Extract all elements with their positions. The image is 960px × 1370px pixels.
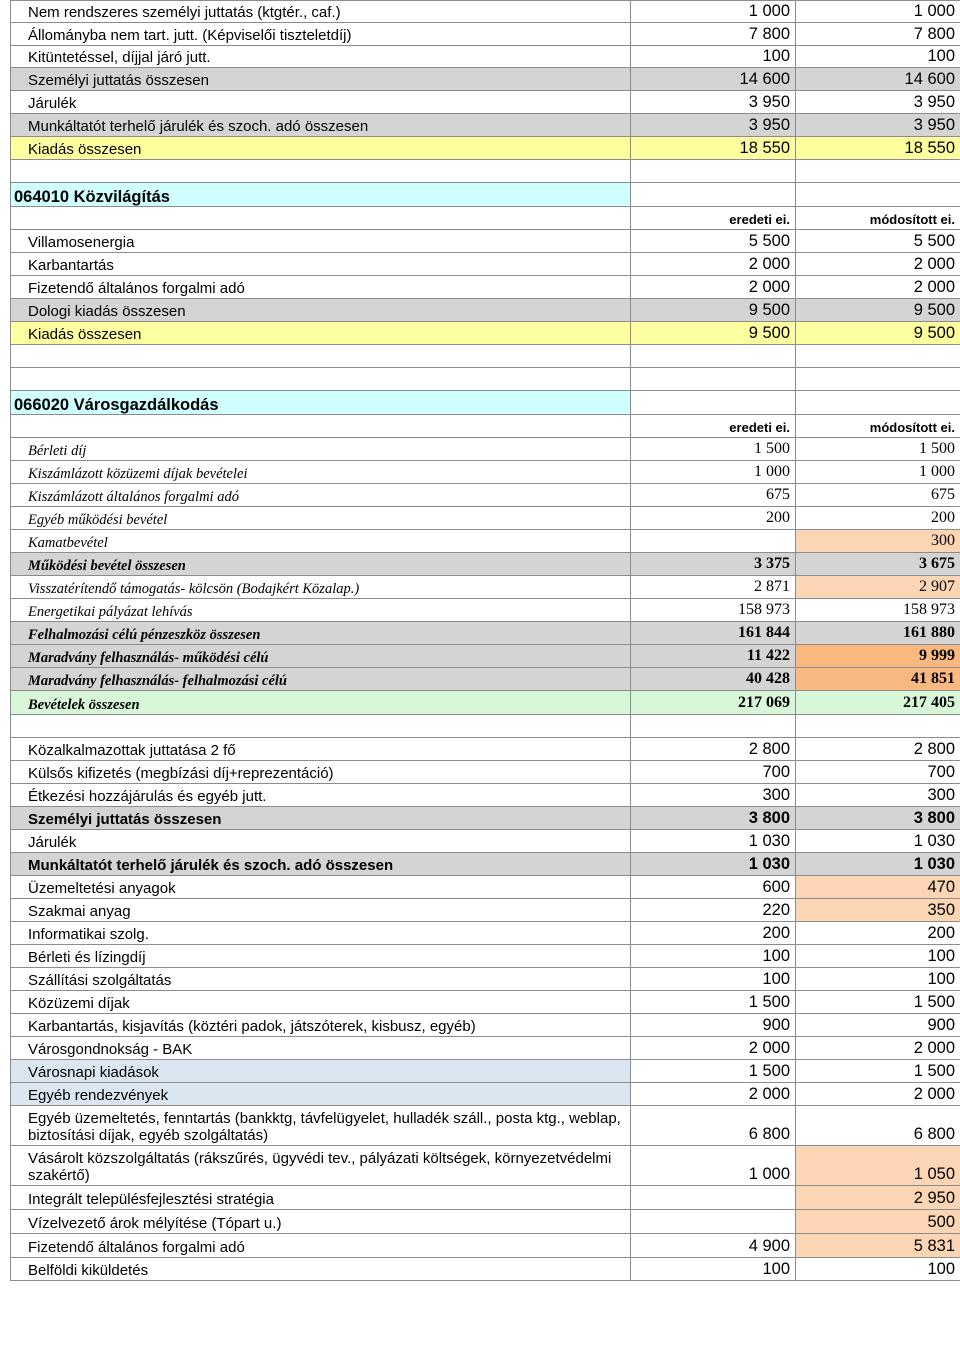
column-header-row (11, 415, 960, 438)
subtotal-row (11, 645, 960, 668)
row-label: Szakmai anyag (11, 899, 631, 922)
row-label: Bevételek összesen (11, 691, 631, 715)
modified-value: 41 851 (796, 668, 960, 691)
modified-value: 1 030 (796, 853, 960, 876)
row-label: Kamatbevétel (11, 530, 631, 553)
original-value: 220 (631, 899, 796, 922)
modified-value: 9 500 (796, 322, 960, 345)
original-value: 100 (631, 968, 796, 991)
row-label: Kitüntetéssel, díjjal járó jutt. (11, 46, 631, 68)
modified-value: 2 000 (796, 1083, 960, 1106)
original-value: 2 000 (631, 1083, 796, 1106)
table-row (11, 922, 960, 945)
original-value: 1 030 (631, 853, 796, 876)
column-header-modified: módosított ei. (796, 207, 960, 230)
row-label: Nem rendszeres személyi juttatás (ktgtér., caf.) (11, 1, 631, 23)
original-value: 2 000 (631, 253, 796, 276)
modified-value: 200 (796, 507, 960, 530)
section-title: 066020 Városgazdálkodás (11, 391, 631, 415)
original-value: 200 (631, 507, 796, 530)
modified-value: 14 600 (796, 68, 960, 91)
modified-value: 2 000 (796, 1037, 960, 1060)
modified-value: 3 800 (796, 807, 960, 830)
row-label: Kiadás összesen (11, 322, 631, 345)
table-row (11, 1146, 960, 1186)
original-value: 1 500 (631, 438, 796, 461)
table-row (11, 1083, 960, 1106)
budget-table (10, 0, 960, 1281)
row-label: Személyi juttatás összesen (11, 807, 631, 830)
section-header (11, 391, 960, 415)
original-value: 1 000 (631, 1146, 796, 1186)
row-label: Maradvány felhasználás- működési célú (11, 645, 631, 668)
modified-value: 470 (796, 876, 960, 899)
table-row (11, 876, 960, 899)
section-header (11, 183, 960, 207)
table-row (11, 230, 960, 253)
modified-value: 100 (796, 968, 960, 991)
row-label: Városgondnokság - BAK (11, 1037, 631, 1060)
table-row (11, 899, 960, 922)
modified-value: 1 050 (796, 1146, 960, 1186)
modified-value: 350 (796, 899, 960, 922)
modified-value: 500 (796, 1210, 960, 1234)
row-label: Fizetendő általános forgalmi adó (11, 1234, 631, 1258)
subtotal-row (11, 68, 960, 91)
row-label: Informatikai szolg. (11, 922, 631, 945)
modified-value: 1 030 (796, 830, 960, 853)
table-row (11, 1060, 960, 1083)
original-value: 1 500 (631, 1060, 796, 1083)
row-label: Kiadás összesen (11, 137, 631, 160)
table-row (11, 761, 960, 784)
table-row (11, 23, 960, 46)
row-label: Városnapi kiadások (11, 1060, 631, 1083)
original-value (631, 1186, 796, 1210)
subtotal-row (11, 807, 960, 830)
row-label: Vízelvezető árok mélyítése (Tópart u.) (11, 1210, 631, 1234)
table-row (11, 461, 960, 484)
row-label: Maradvány felhasználás- felhalmozási célú (11, 668, 631, 691)
subtotal-row (11, 668, 960, 691)
original-value: 9 500 (631, 322, 796, 345)
modified-value: 3 950 (796, 91, 960, 114)
original-value: 2 800 (631, 738, 796, 761)
modified-value: 900 (796, 1014, 960, 1037)
column-header-modified: módosított ei. (796, 415, 960, 438)
row-label: Karbantartás, kisjavítás (köztéri padok, játszóterek, kisbusz, egyéb) (11, 1014, 631, 1037)
original-value: 2 000 (631, 276, 796, 299)
modified-value: 2 800 (796, 738, 960, 761)
original-value: 300 (631, 784, 796, 807)
subtotal-row (11, 299, 960, 322)
row-label: Kiszámlázott általános forgalmi adó (11, 484, 631, 507)
modified-value: 1 000 (796, 461, 960, 484)
table-row (11, 1, 960, 23)
row-label: Járulék (11, 830, 631, 853)
modified-value: 2 907 (796, 576, 960, 599)
modified-value: 1 500 (796, 991, 960, 1014)
blank-row (11, 715, 960, 738)
table-row (11, 1258, 960, 1281)
blank-row (11, 368, 960, 391)
row-label: Integrált településfejlesztési stratégia (11, 1186, 631, 1210)
table-row (11, 484, 960, 507)
modified-value: 9 500 (796, 299, 960, 322)
subtotal-row (11, 622, 960, 645)
original-value: 2 871 (631, 576, 796, 599)
original-value (631, 530, 796, 553)
original-value: 40 428 (631, 668, 796, 691)
table-row (11, 599, 960, 622)
table-row (11, 507, 960, 530)
row-label: Munkáltatót terhelő járulék és szoch. adó összesen (11, 853, 631, 876)
table-row (11, 91, 960, 114)
original-value: 7 800 (631, 23, 796, 46)
modified-value: 9 999 (796, 645, 960, 668)
modified-value: 675 (796, 484, 960, 507)
row-label: Visszatérítendő támogatás- kölcsön (Bodajkért Közalap.) (11, 576, 631, 599)
row-label: Bérleti és lízingdíj (11, 945, 631, 968)
table-row (11, 830, 960, 853)
table-row (11, 1234, 960, 1258)
original-value: 9 500 (631, 299, 796, 322)
row-label: Bérleti díj (11, 438, 631, 461)
modified-value: 3 675 (796, 553, 960, 576)
original-value: 900 (631, 1014, 796, 1037)
original-value: 158 973 (631, 599, 796, 622)
row-label: Személyi juttatás összesen (11, 68, 631, 91)
modified-value: 100 (796, 46, 960, 68)
table-row (11, 438, 960, 461)
original-value: 600 (631, 876, 796, 899)
original-value: 3 800 (631, 807, 796, 830)
row-label: Állományba nem tart. jutt. (Képviselői tiszteletdíj) (11, 23, 631, 46)
modified-value: 2 000 (796, 276, 960, 299)
modified-value: 700 (796, 761, 960, 784)
original-value: 1 000 (631, 1, 796, 23)
modified-value: 1 500 (796, 1060, 960, 1083)
table-row (11, 1106, 960, 1146)
table-row (11, 991, 960, 1014)
original-value: 1 500 (631, 991, 796, 1014)
table-row (11, 1014, 960, 1037)
row-label: Villamosenergia (11, 230, 631, 253)
row-label: Fizetendő általános forgalmi adó (11, 276, 631, 299)
modified-value: 6 800 (796, 1106, 960, 1146)
modified-value: 1 500 (796, 438, 960, 461)
row-label: Járulék (11, 91, 631, 114)
table-row (11, 1210, 960, 1234)
total-row (11, 322, 960, 345)
row-label: Étkezési hozzájárulás és egyéb jutt. (11, 784, 631, 807)
row-label: Felhalmozási célú pénzeszköz összesen (11, 622, 631, 645)
modified-value: 5 831 (796, 1234, 960, 1258)
original-value: 100 (631, 945, 796, 968)
original-value: 3 950 (631, 114, 796, 137)
original-value: 6 800 (631, 1106, 796, 1146)
row-label: Üzemeltetési anyagok (11, 876, 631, 899)
column-header-original: eredeti ei. (631, 207, 796, 230)
total-row (11, 691, 960, 715)
original-value: 3 950 (631, 91, 796, 114)
modified-value: 1 000 (796, 1, 960, 23)
table-row (11, 738, 960, 761)
original-value (631, 1210, 796, 1234)
original-value: 675 (631, 484, 796, 507)
modified-value: 217 405 (796, 691, 960, 715)
original-value: 18 550 (631, 137, 796, 160)
original-value: 4 900 (631, 1234, 796, 1258)
row-label: Egyéb rendezvények (11, 1083, 631, 1106)
original-value: 2 000 (631, 1037, 796, 1060)
table-row (11, 968, 960, 991)
subtotal-row (11, 114, 960, 137)
modified-value: 200 (796, 922, 960, 945)
row-label: Vásárolt közszolgáltatás (rákszűrés, ügyvédi tev., pályázati költségek, környezetvédelmi szakértő) (11, 1146, 631, 1186)
table-row (11, 46, 960, 68)
modified-value: 300 (796, 784, 960, 807)
table-row (11, 253, 960, 276)
modified-value: 3 950 (796, 114, 960, 137)
original-value: 5 500 (631, 230, 796, 253)
original-value: 3 375 (631, 553, 796, 576)
total-row (11, 137, 960, 160)
blank-row (11, 160, 960, 183)
table-row (11, 576, 960, 599)
row-label: Külsős kifizetés (megbízási díj+reprezentáció) (11, 761, 631, 784)
modified-value: 5 500 (796, 230, 960, 253)
row-label: Kiszámlázott közüzemi díjak bevételei (11, 461, 631, 484)
modified-value: 2 950 (796, 1186, 960, 1210)
modified-value: 100 (796, 1258, 960, 1281)
row-label: Szállítási szolgáltatás (11, 968, 631, 991)
original-value: 217 069 (631, 691, 796, 715)
subtotal-row (11, 853, 960, 876)
row-label: Egyéb üzemeltetés, fenntartás (bankktg, távfelügyelet, hulladék száll., posta ktg., weblap, biztosítási díjak, egyéb szolgáltatás) (11, 1106, 631, 1146)
row-label: Munkáltatót terhelő járulék és szoch. adó összesen (11, 114, 631, 137)
table-row (11, 1037, 960, 1060)
row-label: Karbantartás (11, 253, 631, 276)
modified-value: 7 800 (796, 23, 960, 46)
modified-value: 161 880 (796, 622, 960, 645)
subtotal-row (11, 553, 960, 576)
row-label: Közalkalmazottak juttatása 2 fő (11, 738, 631, 761)
original-value: 200 (631, 922, 796, 945)
table-row (11, 530, 960, 553)
table-row (11, 276, 960, 299)
row-label: Közüzemi díjak (11, 991, 631, 1014)
original-value: 700 (631, 761, 796, 784)
original-value: 11 422 (631, 645, 796, 668)
table-row (11, 945, 960, 968)
row-label: Dologi kiadás összesen (11, 299, 631, 322)
modified-value: 300 (796, 530, 960, 553)
section-title: 064010 Közvilágítás (11, 183, 631, 207)
row-label: Belföldi kiküldetés (11, 1258, 631, 1281)
row-label: Egyéb működési bevétel (11, 507, 631, 530)
modified-value: 2 000 (796, 253, 960, 276)
column-header-row (11, 207, 960, 230)
original-value: 161 844 (631, 622, 796, 645)
modified-value: 100 (796, 945, 960, 968)
table-row (11, 784, 960, 807)
column-header-original: eredeti ei. (631, 415, 796, 438)
blank-row (11, 345, 960, 368)
row-label: Működési bevétel összesen (11, 553, 631, 576)
original-value: 1 030 (631, 830, 796, 853)
original-value: 14 600 (631, 68, 796, 91)
row-label: Energetikai pályázat lehívás (11, 599, 631, 622)
original-value: 1 000 (631, 461, 796, 484)
modified-value: 158 973 (796, 599, 960, 622)
original-value: 100 (631, 46, 796, 68)
original-value: 100 (631, 1258, 796, 1281)
modified-value: 18 550 (796, 137, 960, 160)
table-row (11, 1186, 960, 1210)
